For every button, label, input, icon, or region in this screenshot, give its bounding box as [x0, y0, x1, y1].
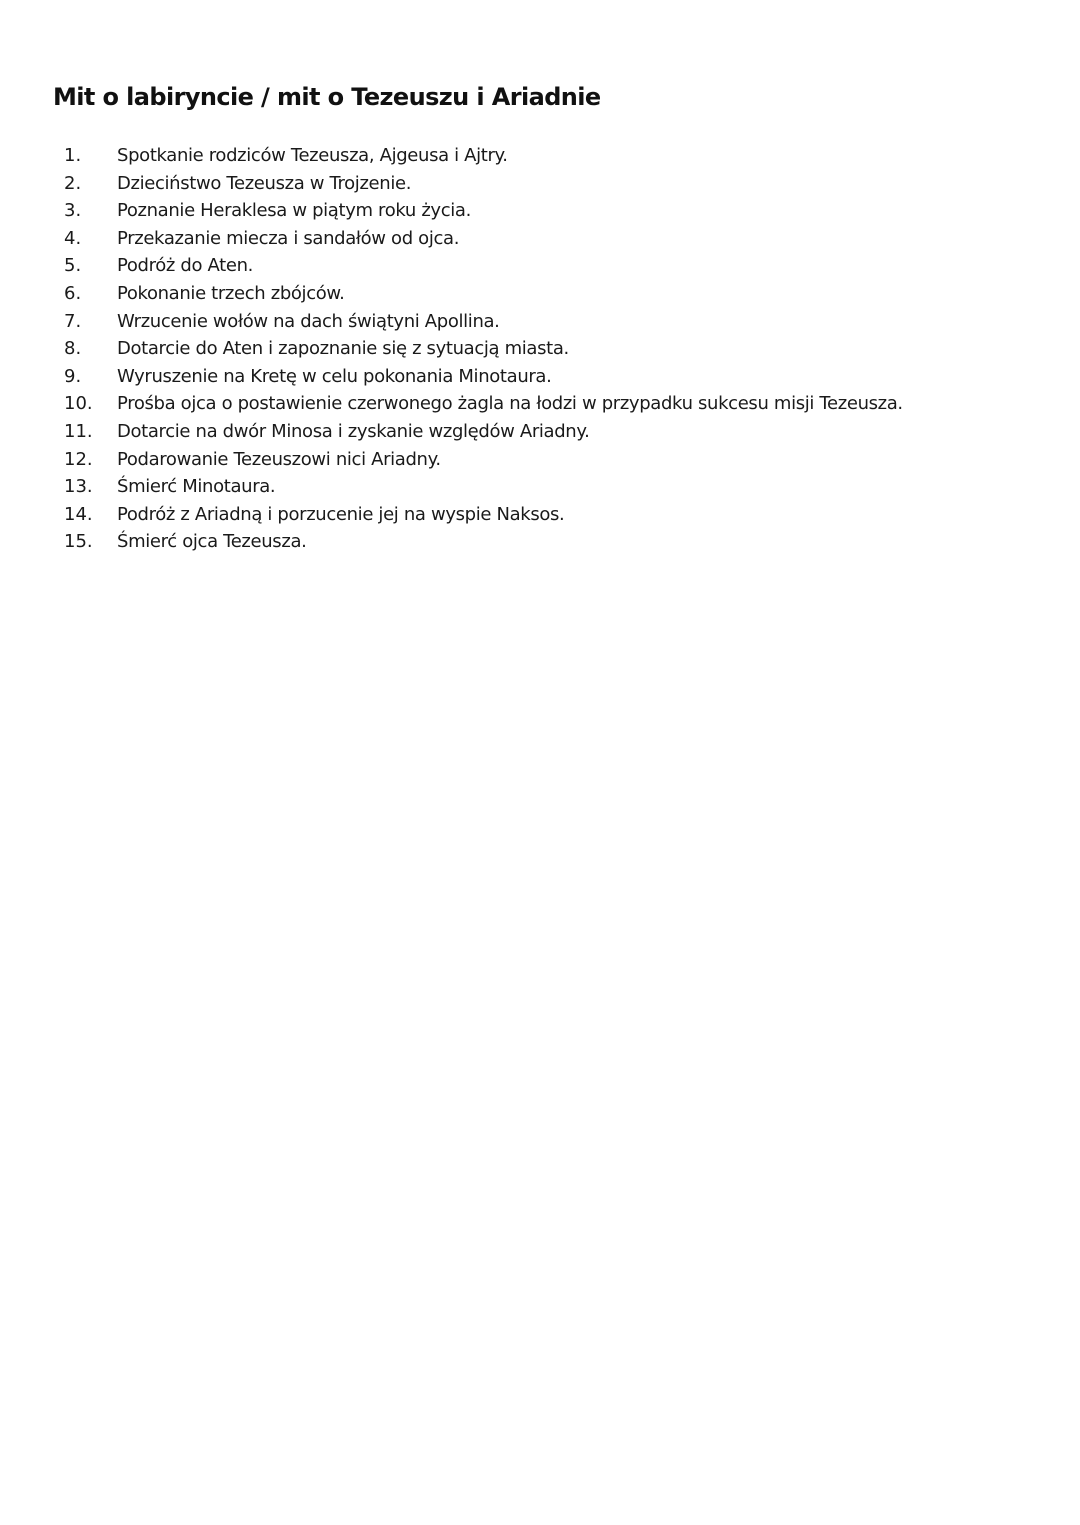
- list-item-text: Spotkanie rodziców Tezeusza, Ajgeusa i Ajtry.: [117, 145, 508, 166]
- list-item-text: Podróż z Ariadną i porzucenie jej na wyspie Naksos.: [117, 503, 565, 525]
- list-item-number: 6.: [64, 282, 82, 304]
- list-item-number: 8.: [64, 338, 82, 360]
- list-item: [0, 225, 1080, 253]
- list-item-text: Śmierć Minotaura.: [117, 476, 276, 498]
- list-item: [0, 308, 1080, 336]
- list-item: [0, 528, 1080, 556]
- list-item-text: Dotarcie do Aten i zapoznanie się z sytuacją miasta.: [117, 338, 569, 360]
- list-item-text: Podarowanie Tezeuszowi nici Ariadny.: [117, 448, 441, 470]
- list-item-text: Przekazanie miecza i sandałów od ojca.: [117, 227, 460, 249]
- list-item-number: 9.: [64, 365, 82, 387]
- list-item-number: 4.: [64, 227, 82, 249]
- list-item: [0, 473, 1080, 501]
- list-item-number: 1.: [64, 145, 82, 166]
- list-item-number: 10.: [64, 393, 93, 415]
- list-item: [0, 280, 1080, 308]
- list-item: [0, 170, 1080, 198]
- list-item-text: Dotarcie na dwór Minosa i zyskanie względów Ariadny.: [117, 420, 590, 442]
- list-item-text: Dzieciństwo Tezeusza w Trojzenie.: [117, 172, 412, 194]
- list-item: [0, 418, 1080, 446]
- list-item-number: 15.: [64, 531, 93, 553]
- list-item: [0, 390, 1080, 418]
- list-item: [0, 501, 1080, 529]
- list-item-text: Wrzucenie wołów na dach świątyni Apollina.: [117, 310, 500, 332]
- list-item-number: 2.: [64, 172, 82, 194]
- list-item-number: 11.: [64, 420, 93, 442]
- list-item: [0, 363, 1080, 391]
- list-item: [0, 252, 1080, 280]
- list-item: [0, 142, 1080, 170]
- list-item: [0, 335, 1080, 363]
- list-item-number: 5.: [64, 255, 82, 277]
- list-item: [0, 446, 1080, 474]
- list-item-number: 7.: [64, 310, 82, 332]
- list-item-text: Śmierć ojca Tezeusza.: [117, 531, 307, 553]
- list-item-text: Poznanie Heraklesa w piątym roku życia.: [117, 200, 471, 222]
- list-item-number: 13.: [64, 476, 93, 498]
- list-item-text: Wyruszenie na Kretę w celu pokonania Minotaura.: [117, 365, 552, 387]
- list-item-text: Prośba ojca o postawienie czerwonego żagla na łodzi w przypadku sukcesu misji Tezeusza.: [117, 393, 903, 415]
- list-item-number: 14.: [64, 503, 93, 525]
- list-item: [0, 197, 1080, 225]
- plot-steps-list: [0, 142, 1080, 556]
- page-title: Mit o labiryncie / mit o Tezeuszu i Ariadnie: [53, 83, 601, 111]
- list-item-text: Pokonanie trzech zbójców.: [117, 282, 345, 304]
- list-item-number: 12.: [64, 448, 93, 470]
- list-item-text: Podróż do Aten.: [117, 255, 254, 277]
- list-item-number: 3.: [64, 200, 82, 222]
